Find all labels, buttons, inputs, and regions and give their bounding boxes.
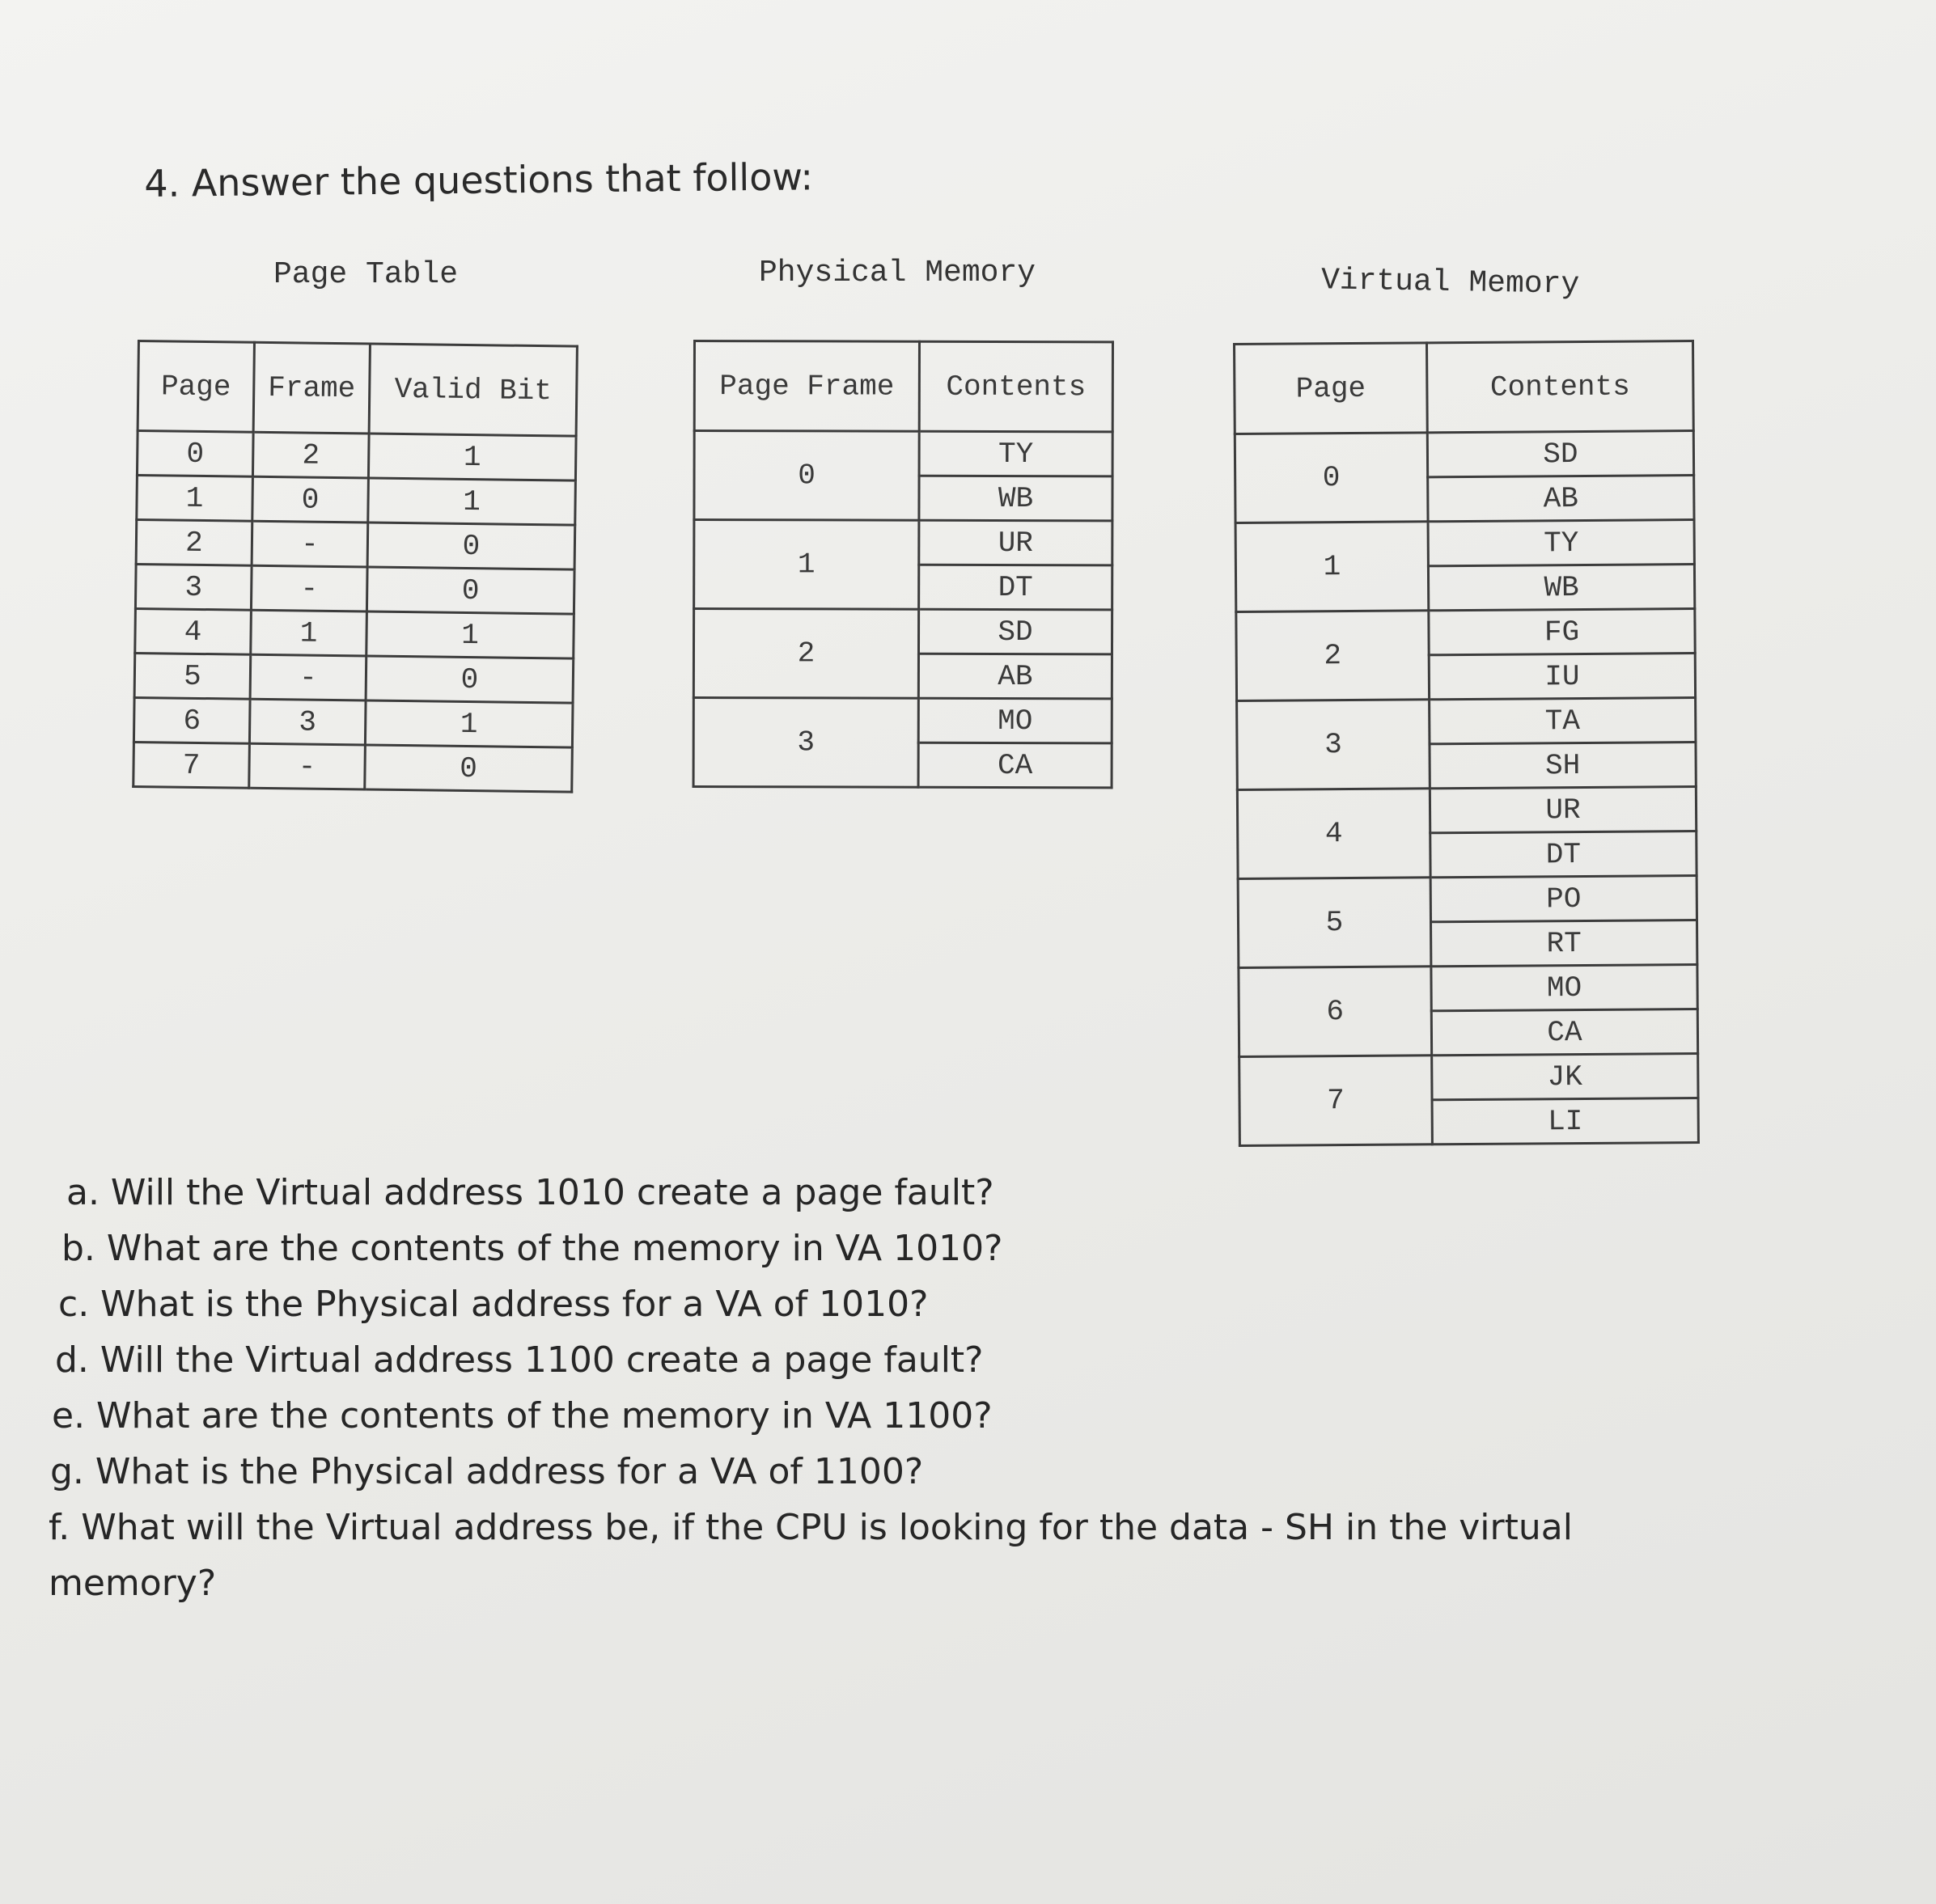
vm-contents-cell: RT [1431, 920, 1697, 967]
frame-cell: 2 [252, 432, 369, 478]
vm-contents-cell: UR [1430, 787, 1696, 833]
contents-cell: UR [919, 520, 1112, 565]
page-table-row [135, 608, 574, 658]
valid-bit-cell: 0 [366, 567, 574, 614]
contents-column-header: Contents [919, 341, 1112, 432]
virtual-memory-caption: Virtual Memory [1320, 263, 1580, 303]
contents-cell: CA [918, 743, 1112, 788]
valid-bit-cell: 1 [366, 611, 574, 658]
vm-page-cell: 4 [1237, 789, 1430, 879]
question-f: f. What will the Virtual address be, if the CPU is looking for the data - SH in the virtual memory? [49, 1507, 1573, 1604]
virtual-memory-row [1237, 787, 1696, 835]
page-frame-cell: 1 [694, 520, 919, 610]
vm-contents-cell: DT [1430, 831, 1697, 878]
frame-column-header: Frame [253, 342, 370, 434]
vm-contents-cell: WB [1428, 565, 1694, 611]
physical-memory-caption: Physical Memory [759, 256, 1036, 290]
valid-bit-column-header: Valid Bit [369, 344, 577, 436]
question-list [49, 1165, 1788, 1611]
page-table-caption: Page Table [273, 257, 459, 292]
frame-cell: - [249, 743, 366, 789]
physical-memory-row [693, 609, 1112, 654]
virtual-memory-header-row [1235, 341, 1694, 434]
vm-page-cell: 6 [1239, 967, 1432, 1057]
question-c: c. What is the Physical address for a VA of 1010? [58, 1284, 929, 1325]
vm-contents-cell: JK [1432, 1054, 1698, 1100]
vm-contents-cell: AB [1428, 476, 1694, 522]
question-e: e. What are the contents of the memory in VA 1100? [52, 1395, 993, 1436]
vm-contents-cell: TA [1430, 698, 1696, 744]
vm-page-cell: 1 [1235, 522, 1429, 612]
question-b: b. What are the contents of the memory in VA 1010? [61, 1228, 1003, 1269]
page-table-row [133, 742, 573, 792]
page-cell: 6 [133, 697, 250, 743]
page-cell: 7 [133, 742, 250, 788]
page-cell: 2 [136, 520, 252, 566]
valid-bit-cell: 0 [367, 523, 575, 569]
vm-page-cell: 0 [1235, 433, 1428, 523]
vm-contents-column-header: Contents [1427, 341, 1694, 433]
virtual-memory-row [1235, 431, 1693, 479]
page-frame-column-header: Page Frame [694, 341, 919, 432]
vm-contents-cell: CA [1431, 1009, 1697, 1056]
page-table-row [133, 697, 573, 747]
page-table [132, 340, 578, 793]
vm-page-column-header: Page [1235, 343, 1428, 434]
vm-contents-cell: SD [1427, 431, 1693, 477]
vm-page-cell: 3 [1237, 700, 1430, 790]
vm-contents-cell: SH [1430, 743, 1696, 789]
page-column-header: Page [138, 341, 254, 433]
question-heading: 4. Answer the questions that follow: [144, 154, 814, 205]
valid-bit-cell: 0 [365, 745, 573, 792]
physical-memory-row [693, 698, 1112, 743]
vm-page-cell: 5 [1238, 878, 1431, 968]
virtual-memory-row [1237, 698, 1696, 746]
vm-page-cell: 2 [1236, 611, 1430, 701]
virtual-memory-row [1239, 1054, 1698, 1102]
frame-cell: 3 [249, 699, 366, 745]
virtual-memory-table [1233, 340, 1700, 1147]
vm-contents-cell: PO [1430, 876, 1697, 922]
page-cell: 0 [137, 431, 253, 477]
contents-cell: AB [918, 654, 1112, 699]
physical-memory-row [694, 520, 1112, 565]
contents-cell: WB [919, 476, 1112, 521]
virtual-memory-row [1235, 520, 1694, 568]
page-table-row [137, 431, 576, 481]
valid-bit-cell: 0 [366, 656, 574, 703]
page-table-header-row [138, 341, 577, 437]
page-table-row [134, 653, 574, 703]
frame-cell: - [252, 521, 368, 567]
virtual-memory-row [1236, 609, 1695, 657]
frame-cell: 0 [252, 476, 369, 523]
virtual-memory-row [1238, 876, 1697, 924]
page-frame-cell: 0 [694, 431, 919, 521]
vm-contents-cell: MO [1431, 965, 1697, 1011]
page-cell: 1 [137, 476, 253, 522]
page-table-row [137, 476, 576, 526]
vm-contents-cell: FG [1429, 609, 1695, 655]
physical-memory-row [694, 431, 1112, 476]
page-cell: 4 [135, 608, 252, 654]
page-table-row [135, 564, 574, 614]
question-g: g. What is the Physical address for a VA of 1100? [50, 1451, 924, 1492]
contents-cell: MO [918, 698, 1112, 743]
page-cell: 5 [134, 653, 251, 699]
virtual-memory-row [1239, 965, 1697, 1013]
frame-cell: 1 [251, 610, 367, 656]
page-table-row [136, 520, 575, 570]
contents-cell: DT [919, 565, 1112, 610]
vm-contents-cell: IU [1429, 654, 1695, 700]
page-frame-cell: 2 [693, 609, 918, 699]
frame-cell: - [251, 565, 367, 611]
contents-cell: TY [919, 431, 1112, 476]
contents-cell: SD [918, 609, 1112, 654]
page-cell: 3 [135, 564, 252, 610]
physical-memory-table [693, 340, 1114, 789]
vm-contents-cell: TY [1428, 520, 1694, 566]
physical-memory-header-row [694, 341, 1112, 432]
valid-bit-cell: 1 [365, 700, 573, 747]
vm-contents-cell: LI [1432, 1098, 1698, 1145]
question-a: a. Will the Virtual address 1010 create a page fault? [66, 1172, 994, 1213]
frame-cell: - [250, 654, 366, 700]
page-frame-cell: 3 [693, 698, 918, 788]
vm-page-cell: 7 [1239, 1056, 1433, 1146]
valid-bit-cell: 1 [368, 434, 576, 480]
valid-bit-cell: 1 [368, 478, 576, 525]
question-d: d. Will the Virtual address 1100 create a page fault? [55, 1339, 984, 1381]
